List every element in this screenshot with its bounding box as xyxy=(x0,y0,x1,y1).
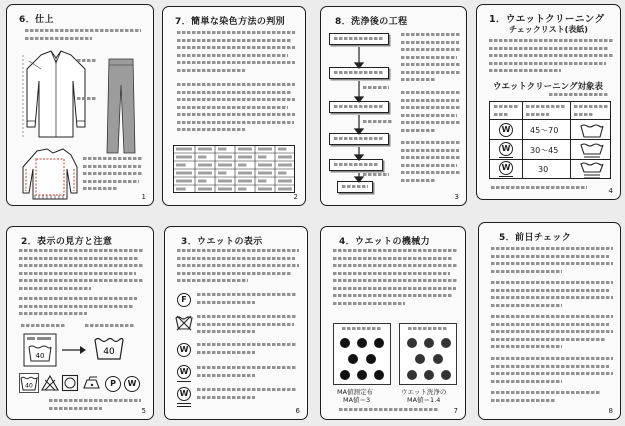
card-label-guide xyxy=(6,226,154,420)
annotation-lines xyxy=(363,120,393,128)
card-mechanical-action xyxy=(320,226,466,420)
wet-symbol-icon: W xyxy=(499,123,513,137)
card-title: 1．ウエットクリーニング xyxy=(489,14,605,25)
text-line xyxy=(333,302,405,305)
text-line xyxy=(25,29,141,32)
text-line xyxy=(333,264,457,267)
page-number: 8 xyxy=(608,407,613,415)
temperature: 30 xyxy=(538,165,549,174)
text-line xyxy=(19,264,143,267)
very-mild-bar xyxy=(499,178,513,179)
text-line xyxy=(491,281,613,284)
text-line xyxy=(19,257,139,260)
text-line xyxy=(19,305,133,308)
text-line xyxy=(334,37,384,40)
text-lines xyxy=(491,281,613,311)
symbol-description xyxy=(197,343,297,358)
table-row xyxy=(490,119,610,140)
temperature: 30～45 xyxy=(530,146,559,155)
wet-symbol-icon: W xyxy=(499,142,513,156)
text-line xyxy=(197,396,255,399)
text-line xyxy=(177,128,245,131)
text-lines xyxy=(491,391,601,406)
card-subtitle: チェックリスト(表紙) xyxy=(509,25,588,34)
text-line xyxy=(491,391,601,394)
wet-clean-icon: W xyxy=(177,343,191,357)
text-line xyxy=(401,141,461,144)
very-mild-bar xyxy=(177,406,191,407)
text-lines xyxy=(333,249,457,309)
text-line xyxy=(401,156,461,159)
ma-test-cloth-image xyxy=(333,323,391,385)
text-line xyxy=(177,83,295,86)
text-line xyxy=(491,330,613,333)
text-line xyxy=(574,113,594,116)
page-number: 2 xyxy=(293,193,298,201)
annotation-lines xyxy=(363,86,389,94)
text-lines xyxy=(401,141,461,186)
text-lines xyxy=(401,33,461,86)
text-line xyxy=(177,54,288,57)
text-line xyxy=(401,48,461,51)
text-line xyxy=(177,46,295,49)
mild-wet-clean-icon: W xyxy=(177,365,191,379)
washtub-icon xyxy=(580,123,604,138)
text-line xyxy=(25,37,92,40)
text-line xyxy=(339,408,439,411)
text-line xyxy=(401,33,461,36)
dry-clean-p-icon: P xyxy=(105,376,121,392)
text-line xyxy=(333,272,450,275)
washtub-40-icon xyxy=(93,335,125,361)
washtub-hand-icon xyxy=(580,142,604,158)
text-line xyxy=(342,185,368,188)
text-line xyxy=(401,56,457,59)
page-number: 6 xyxy=(295,407,300,415)
text-line xyxy=(489,39,613,42)
text-line xyxy=(491,345,562,348)
text-line xyxy=(401,78,436,81)
caption-lines xyxy=(49,399,141,414)
annotation-lines xyxy=(363,173,389,181)
text-line xyxy=(83,172,143,175)
text-line xyxy=(491,380,562,383)
text-lines xyxy=(491,315,613,353)
text-line xyxy=(21,324,65,327)
page-number: 1 xyxy=(141,193,146,201)
text-line xyxy=(491,399,555,402)
text-line xyxy=(77,97,97,100)
text-line xyxy=(494,113,508,116)
page-number: 3 xyxy=(454,193,459,201)
text-line xyxy=(19,279,143,282)
very-mild-bar xyxy=(177,403,191,404)
text-line xyxy=(177,113,295,116)
iron-icon xyxy=(81,375,101,391)
text-line xyxy=(491,304,562,307)
card-title: 2．表示の見方と注意 xyxy=(21,237,113,247)
text-line xyxy=(491,315,613,318)
header-lines xyxy=(526,105,566,120)
text-line xyxy=(197,301,255,304)
text-line xyxy=(491,357,613,360)
wet-cleaning-table xyxy=(489,101,611,179)
text-line xyxy=(177,264,299,267)
text-line xyxy=(401,129,436,132)
text-line xyxy=(49,399,141,402)
text-line xyxy=(177,106,288,109)
card-title: 5．前日チェック xyxy=(499,233,572,243)
text-line xyxy=(197,323,294,326)
very-mild-wet-clean-icon: W xyxy=(177,387,191,401)
very-mild-bar xyxy=(499,176,513,177)
text-line xyxy=(401,106,461,109)
text-line xyxy=(197,330,255,333)
card-title: 4．ウエットの機械力 xyxy=(339,237,431,247)
left-caption xyxy=(337,388,373,404)
table-row xyxy=(490,159,610,180)
text-line xyxy=(491,372,613,375)
text-line xyxy=(177,31,295,34)
tub-temperature: 40 xyxy=(25,382,33,390)
text-line xyxy=(19,287,91,290)
page-number: 7 xyxy=(453,407,458,415)
text-line xyxy=(494,105,518,108)
tag-temperature: 40 xyxy=(35,352,45,360)
text-line xyxy=(177,279,248,282)
text-lines xyxy=(19,249,143,294)
text-line xyxy=(489,69,561,72)
text-line xyxy=(19,297,137,300)
text-lines xyxy=(491,247,613,277)
text-line xyxy=(197,293,297,296)
card-wet-symbols xyxy=(164,226,308,420)
caption-line: MA値測定布 xyxy=(337,388,374,396)
flow-arrows xyxy=(329,45,399,183)
washtub-icon xyxy=(580,161,604,179)
text-line xyxy=(342,327,382,330)
text-line xyxy=(549,93,609,96)
header-lines xyxy=(494,105,518,120)
text-line xyxy=(401,164,457,167)
symbol-description xyxy=(197,388,297,403)
text-line xyxy=(333,287,456,290)
text-line xyxy=(526,105,566,108)
text-line xyxy=(491,289,609,292)
card-title: 8．洗浄後の工程 xyxy=(335,17,408,27)
text-line xyxy=(177,69,245,72)
text-line xyxy=(177,257,295,260)
card-checklist-cover xyxy=(476,4,621,200)
text-line xyxy=(83,180,139,183)
text-lines xyxy=(549,93,609,101)
text-line xyxy=(491,186,587,189)
text-line xyxy=(85,324,135,327)
text-line xyxy=(83,157,143,160)
text-line xyxy=(177,39,291,42)
text-line xyxy=(401,91,461,94)
text-line xyxy=(401,114,457,117)
text-line xyxy=(408,327,448,330)
text-line xyxy=(401,121,461,124)
text-line xyxy=(197,374,255,377)
care-tag-icon xyxy=(23,333,57,367)
text-lines xyxy=(177,83,295,136)
card-finishing xyxy=(6,4,154,206)
text-line xyxy=(491,323,609,326)
label-lines xyxy=(77,59,97,67)
mild-bar xyxy=(499,157,513,158)
text-line xyxy=(177,121,294,124)
text-line xyxy=(491,247,613,250)
text-line xyxy=(177,272,292,275)
text-line xyxy=(333,294,452,297)
symbol-description xyxy=(197,293,297,308)
text-lines xyxy=(25,29,141,44)
footer-lines xyxy=(491,186,587,194)
bleach-triangle-icon xyxy=(41,374,59,392)
text-line xyxy=(401,179,436,182)
text-lines xyxy=(177,31,295,76)
card-post-wash-process xyxy=(320,6,467,206)
text-line xyxy=(401,171,461,174)
caption-line: MA値＝1.4 xyxy=(407,396,441,404)
text-line xyxy=(197,388,297,391)
text-line xyxy=(197,343,297,346)
text-line xyxy=(489,47,609,50)
text-lines xyxy=(489,39,613,77)
table-title: ウエットクリーニング対象表 xyxy=(493,82,603,92)
page-number: 5 xyxy=(141,407,146,415)
text-line xyxy=(333,249,457,252)
text-line xyxy=(177,98,295,101)
symbol-description xyxy=(197,315,297,338)
text-line xyxy=(489,62,606,65)
text-line xyxy=(401,41,459,44)
text-line xyxy=(197,351,255,354)
page-number: 4 xyxy=(608,187,613,195)
mild-bar xyxy=(177,381,191,382)
text-line xyxy=(197,315,297,318)
text-line xyxy=(177,61,295,64)
ma-wet-wash-image xyxy=(399,323,457,385)
text-line xyxy=(574,105,608,108)
text-line xyxy=(491,270,562,273)
text-line xyxy=(177,249,299,252)
text-line xyxy=(197,366,297,369)
text-line xyxy=(491,365,609,368)
label-lines xyxy=(77,97,97,105)
text-line xyxy=(49,407,102,410)
footer-lines xyxy=(339,408,439,416)
text-line xyxy=(491,338,606,341)
text-lines xyxy=(491,357,613,387)
wet-symbol-icon: W xyxy=(499,161,513,175)
text-line xyxy=(491,255,609,258)
text-line xyxy=(363,173,389,176)
text-line xyxy=(77,59,97,62)
text-line xyxy=(19,249,143,252)
right-caption xyxy=(401,388,446,404)
text-line xyxy=(491,262,613,265)
arrow-right-icon xyxy=(61,345,87,355)
text-line xyxy=(333,279,457,282)
text-line xyxy=(363,86,389,89)
text-lines xyxy=(401,91,461,136)
card-title: 7．簡単な染色方法の判別 xyxy=(175,17,286,27)
text-line xyxy=(83,165,141,168)
card-dye-test xyxy=(162,6,306,206)
text-line xyxy=(491,296,613,299)
header-lines xyxy=(574,105,608,120)
text-lines xyxy=(83,157,143,195)
caption-lines xyxy=(85,324,135,332)
text-lines xyxy=(177,249,299,287)
card-title: 6．仕上 xyxy=(19,15,54,25)
text-line xyxy=(333,257,453,260)
text-line xyxy=(489,54,613,57)
text-line xyxy=(19,272,136,275)
flow-step-1 xyxy=(329,33,389,45)
text-line xyxy=(401,63,461,66)
table-row xyxy=(490,139,610,160)
text-line xyxy=(526,113,549,116)
text-line xyxy=(83,187,118,190)
symbol-description xyxy=(197,366,297,381)
bullet-lines xyxy=(19,297,137,320)
dry-clean-f-icon: F xyxy=(177,293,191,307)
text-line xyxy=(401,149,459,152)
temperature: 45～70 xyxy=(530,126,559,135)
text-line xyxy=(401,99,459,102)
tub-temperature: 40 xyxy=(103,347,115,357)
text-line xyxy=(363,120,393,123)
caption-line: MA値＝3 xyxy=(343,396,371,404)
washtub-40-icon xyxy=(19,373,39,393)
caption-lines xyxy=(21,324,65,332)
card-title: 3．ウエットの表示 xyxy=(181,237,263,247)
text-line xyxy=(19,312,87,315)
wet-clean-w-icon: W xyxy=(124,376,140,392)
tumble-dry-icon xyxy=(61,374,79,392)
caption-line: ウエット洗浄の xyxy=(401,388,447,396)
no-wash-icon xyxy=(175,315,193,331)
trousers-illustration xyxy=(101,55,141,155)
sweater-illustration xyxy=(21,145,79,203)
card-pre-check xyxy=(478,222,621,420)
text-line xyxy=(177,91,291,94)
text-line xyxy=(401,71,460,74)
dye-test-table xyxy=(173,145,295,193)
